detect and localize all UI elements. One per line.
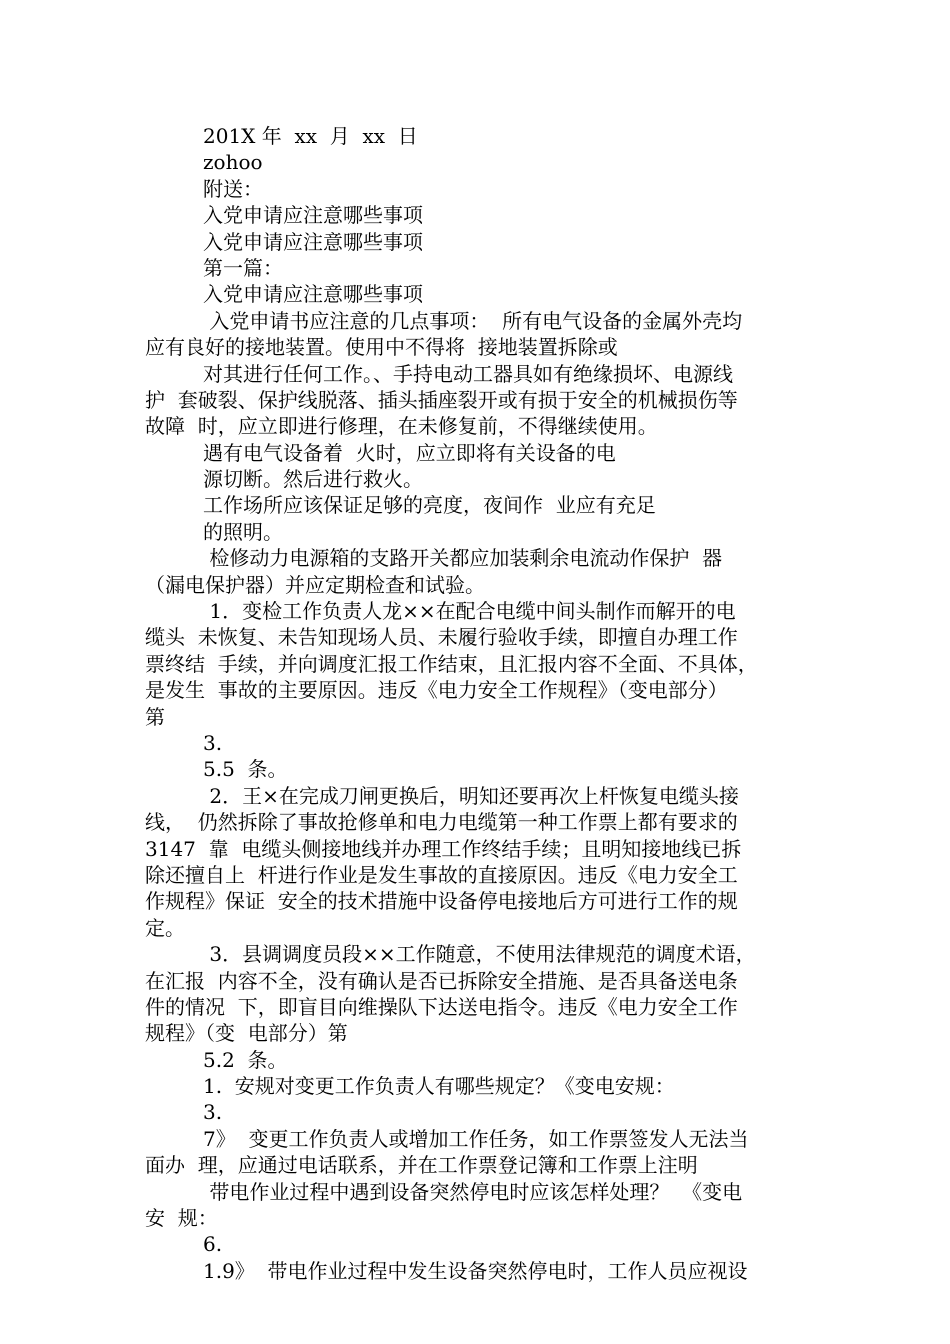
text-line: 5.2 条。 xyxy=(203,1047,288,1072)
text-line: 对其进行任何工作。、手持电动工器具如有绝缘损坏、电源线 xyxy=(203,361,733,386)
text-line: 2．王×在完成刀闸更换后，明知还要再次上杆恢复电缆头接 xyxy=(203,783,739,808)
text-line: 3. xyxy=(203,730,223,755)
text-line: 3. xyxy=(203,1100,223,1125)
text-line: 源切断。然后进行救火。 xyxy=(203,467,423,492)
text-line: （漏电保护器）并应定期检查和试验。 xyxy=(145,572,485,597)
text-line: 1. 安规对变更工作负责人有哪些规定？《变电安规： xyxy=(203,1074,675,1099)
text-line: 3147 靠 电缆头侧接地线并办理工作终结手续；且明知接地线已拆 xyxy=(145,836,742,861)
text-line: 线， 仍然拆除了事故抢修单和电力电缆第一种工作票上都有要求的 xyxy=(145,810,738,835)
text-line: 1.9》 带电作业过程中发生设备突然停电时，工作人员应视设 xyxy=(203,1258,748,1283)
text-line: 的照明。 xyxy=(203,519,283,544)
text-line: 安 规： xyxy=(145,1206,218,1231)
text-line: 检修动力电源箱的支路开关都应加装剩余电流动作保护 器 xyxy=(203,546,723,571)
text-line: 作规程》保证 安全的技术措施中设备停电接地后方可进行工作的规 xyxy=(145,889,738,914)
text-line: 除还擅自上 杆进行作业是发生事故的直接原因。违反《电力安全工 xyxy=(145,862,738,887)
text-line: 3．县调调度员段××工作随意，不使用法律规范的调度术语， xyxy=(203,942,756,967)
text-line: 件的情况 下，即盲目向维操队下达送电指令。违反《电力安全工作 xyxy=(145,994,738,1019)
text-line: 工作场所应该保证足够的亮度，夜间作 业应有充足 xyxy=(203,493,656,518)
text-line: 6. xyxy=(203,1232,223,1257)
text-line: 5.5 条。 xyxy=(203,757,288,782)
text-line: 入党申请应注意哪些事项 xyxy=(203,203,423,228)
text-line: 面办 理，应通过电话联系，并在工作票登记簿和工作票上注明 xyxy=(145,1153,698,1178)
text-line: 规程》（变 电部分）第 xyxy=(145,1021,348,1046)
text-line: 带电作业过程中遇到设备突然停电时应该怎样处理？ 《变电 xyxy=(203,1179,743,1204)
text-line: 护 套破裂、保护线脱落、插头插座裂开或有损于安全的机械损伤等 xyxy=(145,387,738,412)
text-line: 入党申请应注意哪些事项 xyxy=(203,229,423,254)
text-line: 票终结 手续，并向调度汇报工作结束，且汇报内容不全面、不具体， xyxy=(145,651,758,676)
text-line: 201X 年 xx 月 xx 日 xyxy=(203,124,418,148)
text-line: 7》 变更工作负责人或增加工作任务，如工作票签发人无法当 xyxy=(203,1126,749,1151)
text-line: 附送： xyxy=(203,176,263,201)
text-line: 1．变检工作负责人龙××在配合电缆中间头制作而解开的电 xyxy=(203,599,736,624)
text-line: 在汇报 内容不全，没有确认是否已拆除安全措施、是否具备送电条 xyxy=(145,968,738,993)
text-line: 入党申请应注意哪些事项 xyxy=(203,282,423,307)
text-line: 是发生 事故的主要原因。违反《电力安全工作规程》（变电部分） xyxy=(145,678,728,703)
text-line: 入党申请书应注意的几点事项： 所有电气设备的金属外壳均 xyxy=(203,308,743,333)
text-line: 缆头 未恢复、未告知现场人员、未履行验收手续，即擅自办理工作 xyxy=(145,625,738,650)
text-line: 定。 xyxy=(145,915,185,940)
text-line: 遇有电气设备着 火时，应立即将有关设备的电 xyxy=(203,440,616,465)
text-line: zohoo xyxy=(203,150,263,175)
text-line: 第 xyxy=(145,704,165,729)
document-page xyxy=(145,123,810,1284)
text-line: 应有良好的接地装置。使用中不得将 接地装置拆除或 xyxy=(145,335,618,360)
text-line: 故障 时，应立即进行修理，在未修复前，不得继续使用。 xyxy=(145,414,658,439)
text-line: 第一篇： xyxy=(203,255,283,280)
